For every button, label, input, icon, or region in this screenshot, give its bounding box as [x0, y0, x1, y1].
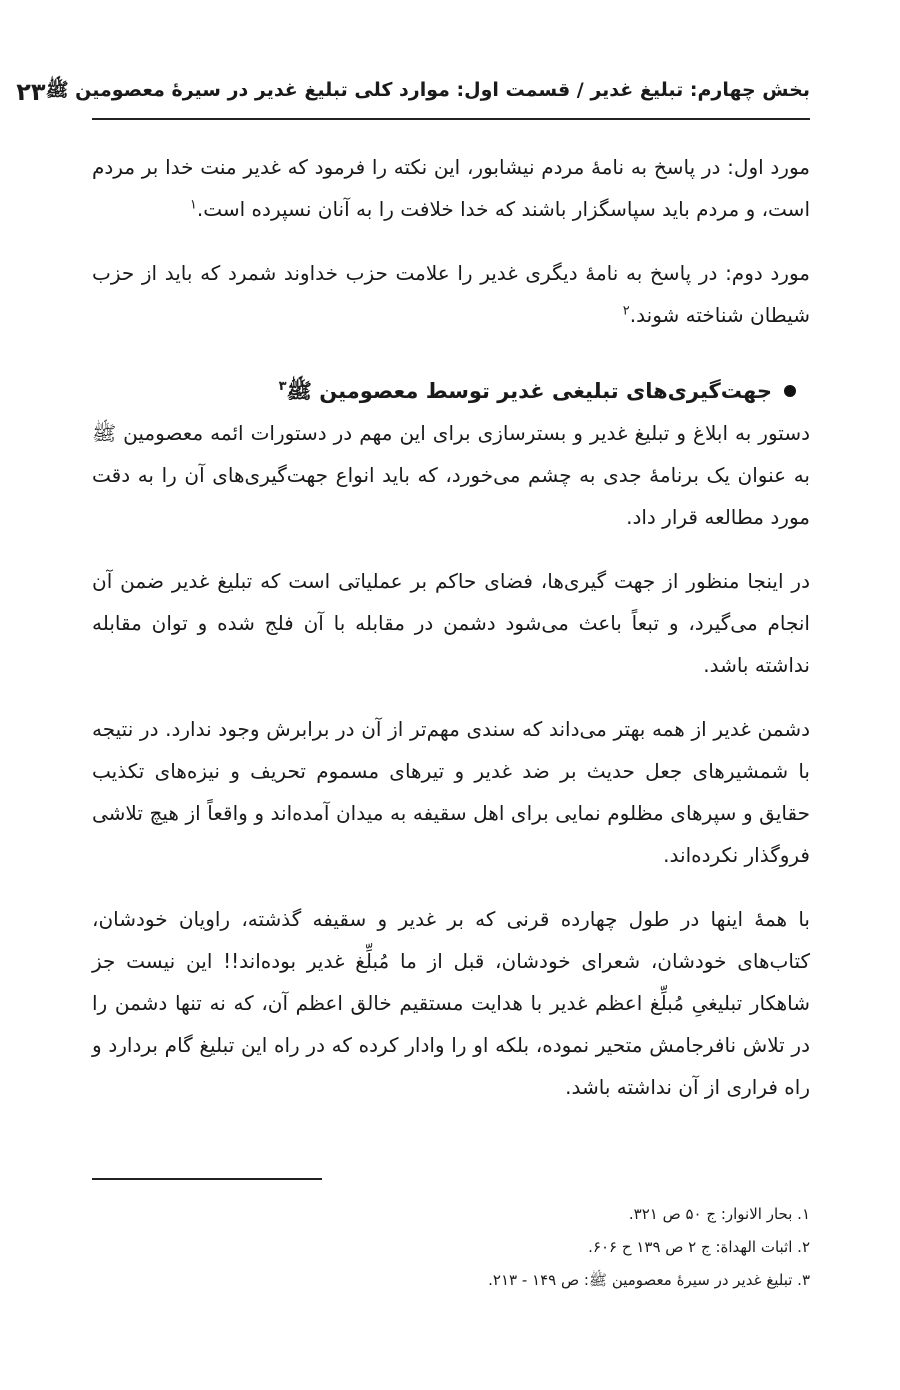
paragraph-first-case [92, 146, 810, 230]
paragraph-text: مورد دوم: در پاسخ به نامهٔ دیگری غدیر را علامت حزب خداوند شمرد که باید از حزب شیطان شناخته شوند. [92, 261, 810, 327]
running-header [16, 72, 810, 112]
paragraph-text: مورد اول: در پاسخ به نامهٔ مردم نیشابور، این نکته را فرمود که غدیر منت خدا بر مردم است، و مردم باید سپاسگزار باشند که خدا خلافت را به آنان نسپرده است. [92, 155, 810, 221]
footnotes [92, 1198, 810, 1297]
footnote-ref[interactable]: ۱ [189, 197, 197, 213]
section-heading-text: جهت‌گیری‌های تبلیغی غدیر توسط معصومین ﷺ [286, 379, 772, 403]
paragraph-second-case [92, 252, 810, 336]
footnote-item: ۳. تبلیغ غدیر در سیرهٔ معصومین ﷺ: ص ۱۴۹ - ۲۱۳. [488, 1271, 810, 1289]
running-header-title: بخش چهارم: تبلیغ غدیر / قسمت اول: موارد کلی تبلیغ غدیر در سیرهٔ معصومین ﷺ [45, 79, 810, 101]
page-number: ۲۳ [16, 78, 46, 106]
paragraph-instruction: دستور به ابلاغ و تبلیغ غدیر و بسترسازی برای این مهم در دستورات ائمه معصومین ﷺ به عنوان یک برنامهٔ جدی به چشم می‌خورد، که باید انواع جهت‌گیری‌های آن را به دقت مورد مطالعه قرار داد. [92, 421, 810, 529]
footnote-item: ۱. بحار الانوار: ج ۵۰ ص ۳۲۱. [628, 1205, 810, 1223]
book-page [16, 0, 810, 1390]
footnote-ref[interactable]: ۲ [622, 303, 630, 319]
bullet-icon [784, 385, 796, 397]
paragraph-enemy: دشمن غدیر از همه بهتر می‌داند که سندی مهم‌تر از آن در برابرش وجود ندارد. در نتیجه با شمشیرهای جعل حدیث بر ضد غدیر و تیرهای مسموم تحریف و نیزه‌های تکذیب حقایق و سپرهای مظلوم نمایی برای اهل سقیفه به میدان آمده‌اند و واقعاً از هیچ تلاشی فروگذار نکرده‌اند. [92, 717, 810, 867]
paragraph-history: با همهٔ اینها در طول چهارده قرنی که بر غدیر و سقیفه گذشته، راویان خودشان، کتاب‌های خودشان، شعرای خودشان، قبل از ما مُبلِّغ غدیر بوده‌اند!! این نیست جز شاهکار تبلیغیِ مُبلِّغ اعظم غدیر با هدایت مستقیم خالق اعظم آن، که نه تنها دشمن را در تلاش نافرجامش متحیر نموده، بلکه او را وادار کرده که در راه این تبلیغ گام بردارد و راه فراری از آن نداشته باشد. [92, 907, 810, 1099]
section-heading [92, 370, 810, 412]
paragraph-orientation: در اینجا منظور از جهت گیری‌ها، فضای حاکم بر عملیاتی است که تبلیغ غدیر ضمن آن انجام می‌گیرد، و تبعاً باعث می‌شود دشمن در مقابله با آن فلج شده و توان مقابله نداشته باشد. [92, 569, 810, 677]
page-body [92, 146, 810, 1130]
footnote-divider [92, 1178, 322, 1180]
footnote-ref[interactable]: ۳ [278, 379, 287, 394]
header-divider [92, 118, 810, 120]
footnote-item: ۲. اثبات الهداة: ج ۲ ص ۱۳۹ ح ۶۰۶. [588, 1238, 810, 1256]
